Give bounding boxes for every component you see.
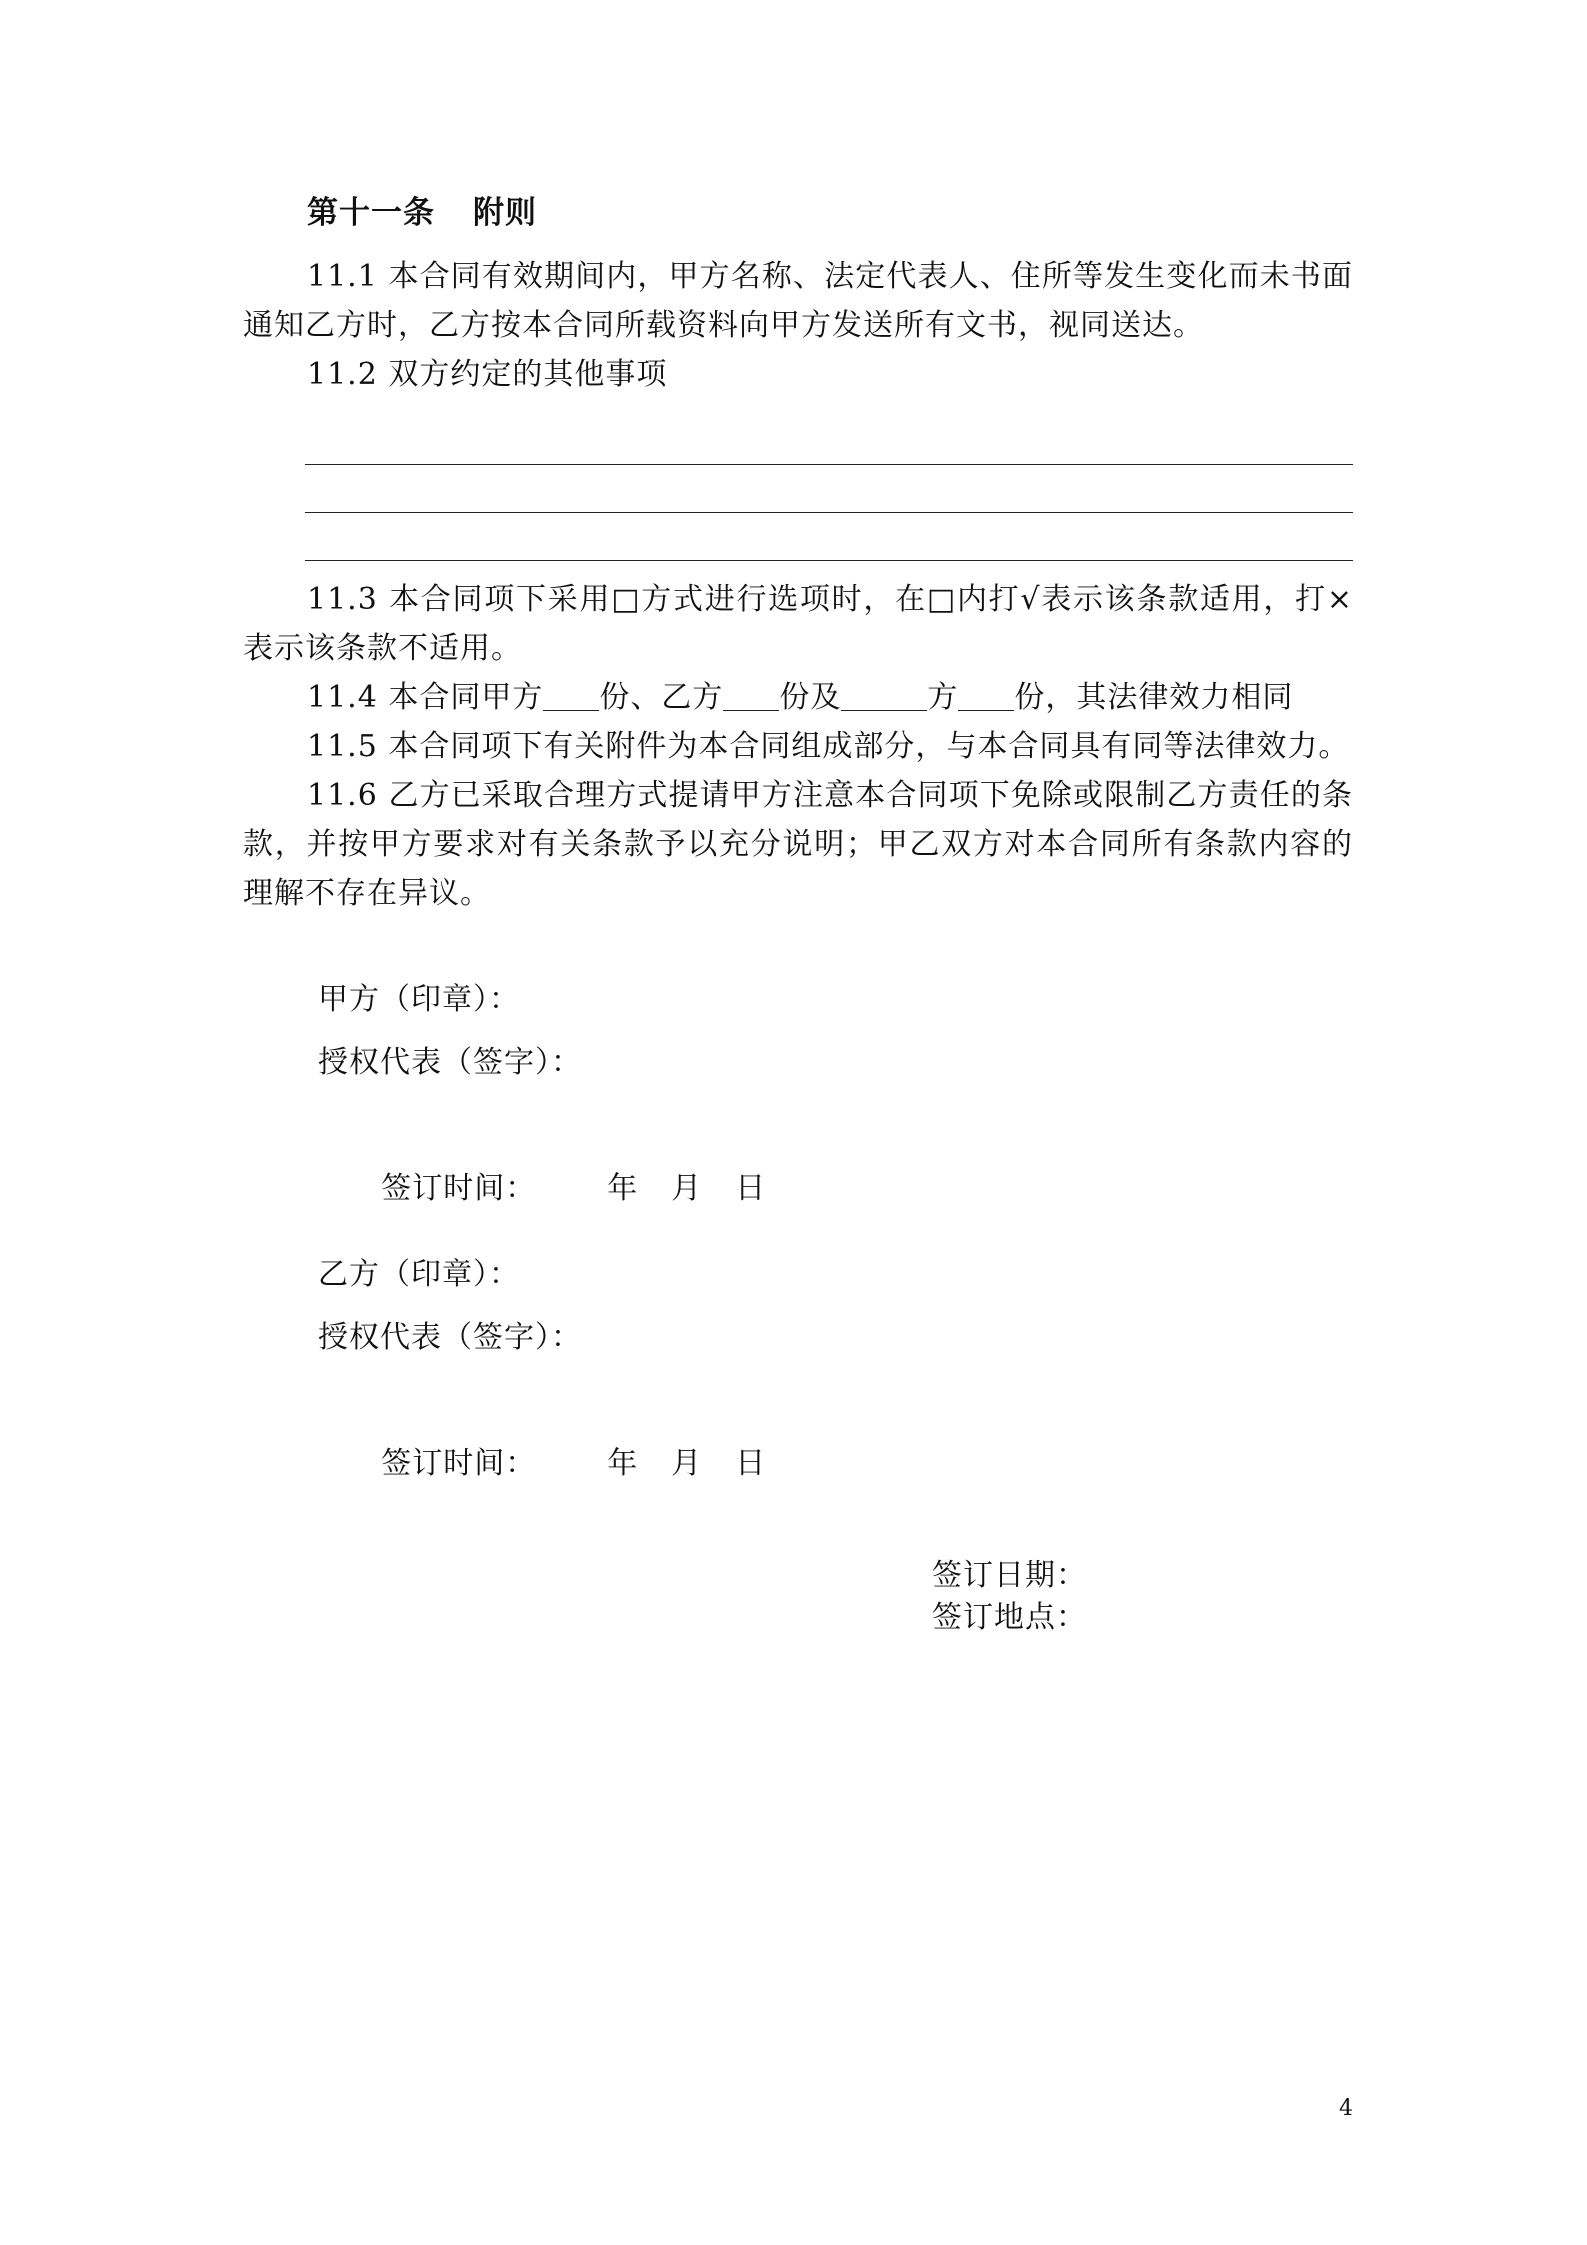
party-blank — [841, 680, 927, 711]
party-a-representative: 授权代表（签字）： — [318, 1045, 582, 1080]
clause-11-4-part: 份及 — [779, 680, 842, 715]
copies-blank — [723, 680, 779, 711]
blank-fill-lines — [305, 417, 1353, 561]
day-label: 日 — [735, 1446, 767, 1481]
clause-11-4-part: 方 — [927, 680, 959, 715]
month-label: 月 — [671, 1171, 703, 1206]
page-number: 4 — [1339, 2096, 1353, 2121]
clause-11-4-part: 11.4 本合同甲方 — [307, 680, 544, 715]
clause-11-4 — [243, 673, 1353, 722]
copies-blank — [543, 680, 599, 711]
month-label: 月 — [671, 1446, 703, 1481]
signing-date: 签订日期： — [932, 1558, 1087, 1593]
clause-11-5: 11.5 本合同项下有关附件为本合同组成部分，与本合同具有同等法律效力。 — [307, 729, 1350, 764]
article-heading — [307, 190, 1353, 236]
clause-11-2: 11.2 双方约定的其他事项 — [307, 357, 668, 392]
clause-11-4-part: 份、乙方 — [599, 680, 724, 715]
signing-place: 签订地点： — [932, 1600, 1087, 1635]
party-a-seal: 甲方（印章）： — [318, 982, 520, 1017]
clause-11-6: 11.6 乙方已采取合理方式提请甲方注意本合同项下免除或限制乙方责任的条款，并按甲方要求对有关条款予以充分说明；甲乙双方对本合同所有条款内容的理解不存在异议。 — [243, 778, 1353, 911]
year-label: 年 — [607, 1446, 639, 1481]
article-number: 第十一条 — [307, 195, 435, 231]
blank-line — [305, 465, 1353, 513]
party-b-seal: 乙方（印章）： — [318, 1257, 520, 1292]
signing-info — [932, 1555, 1087, 1639]
clause-11-3: 11.3 本合同项下采用□方式进行选项时，在□内打√表示该条款适用，打×表示该条款不适用。 — [243, 582, 1353, 666]
article-body — [243, 190, 1353, 918]
clause-11-4-part: 份，其法律效力相同 — [1014, 680, 1294, 715]
party-b-sign-time — [318, 1369, 766, 1558]
party-a-signature-block — [318, 968, 766, 1283]
copies-blank — [958, 680, 1014, 711]
year-label: 年 — [607, 1171, 639, 1206]
sign-time-label: 签订时间： — [381, 1446, 537, 1481]
clause-11-1: 11.1 本合同有效期间内，甲方名称、法定代表人、住所等发生变化而未书面通知乙方时，乙方按本合同所载资料向甲方发送所有文书，视同送达。 — [243, 259, 1353, 343]
party-b-representative: 授权代表（签字）： — [318, 1320, 582, 1355]
blank-line — [305, 417, 1353, 465]
day-label: 日 — [735, 1171, 767, 1206]
article-title: 附则 — [473, 195, 537, 231]
sign-time-label: 签订时间： — [381, 1171, 537, 1206]
party-b-signature-block — [318, 1243, 766, 1558]
blank-line — [305, 513, 1353, 561]
